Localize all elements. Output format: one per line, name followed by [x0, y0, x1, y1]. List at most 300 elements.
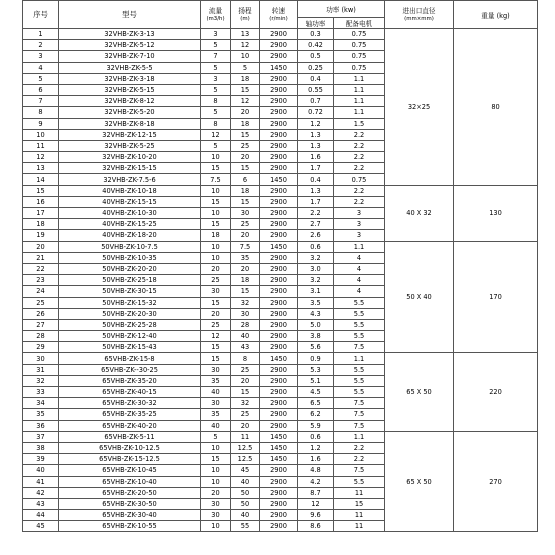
cell-model: 32VHB-ZK-15-15: [59, 163, 201, 174]
cell-no: 33: [23, 387, 59, 398]
cell-model: 65VHB-ZK-30-32: [59, 398, 201, 409]
cell-flow: 25: [201, 275, 231, 286]
cell-shaft-power: 2.7: [298, 219, 334, 230]
cell-shaft-power: 6.2: [298, 409, 334, 420]
table-row: [23, 431, 538, 442]
cell-motor: 1.1: [334, 73, 385, 84]
cell-model: 40VHB-ZK-18-20: [59, 230, 201, 241]
cell-flow: 10: [201, 521, 231, 532]
cell-no: 29: [23, 342, 59, 353]
cell-head: 40: [231, 476, 260, 487]
cell-motor: 2.2: [334, 454, 385, 465]
cell-model: 65VHB-ZK-30-40: [59, 510, 201, 521]
cell-motor: 4: [334, 252, 385, 263]
cell-shaft-power: 8.6: [298, 521, 334, 532]
cell-speed: 2900: [260, 129, 298, 140]
cell-flow: 10: [201, 476, 231, 487]
cell-motor: 2.2: [334, 129, 385, 140]
cell-head: 18: [231, 185, 260, 196]
cell-motor: 0.75: [334, 62, 385, 73]
cell-flow: 10: [201, 152, 231, 163]
cell-flow: 25: [201, 319, 231, 330]
header-head-unit: (m): [240, 15, 250, 22]
cell-head: 25: [231, 409, 260, 420]
cell-no: 15: [23, 185, 59, 196]
cell-model: 50VHB-ZK-20-20: [59, 263, 201, 274]
cell-weight: 80: [454, 29, 538, 186]
cell-no: 19: [23, 230, 59, 241]
cell-port-size: 65 X 50: [385, 353, 454, 431]
cell-motor: 11: [334, 521, 385, 532]
cell-head: 5: [231, 62, 260, 73]
header-power: 功率 (kw): [298, 1, 385, 18]
cell-port-size: 50 X 40: [385, 241, 454, 353]
cell-flow: 30: [201, 364, 231, 375]
cell-model: 65VHB-ZK-40-20: [59, 420, 201, 431]
cell-no: 44: [23, 510, 59, 521]
cell-shaft-power: 4.8: [298, 465, 334, 476]
header-port: [385, 1, 454, 29]
cell-no: 40: [23, 465, 59, 476]
cell-no: 16: [23, 196, 59, 207]
cell-head: 15: [231, 163, 260, 174]
header-head-label: 扬程: [238, 6, 252, 15]
cell-shaft-power: 5.9: [298, 420, 334, 431]
cell-motor: 0.75: [334, 51, 385, 62]
cell-flow: 30: [201, 286, 231, 297]
cell-speed: 2900: [260, 331, 298, 342]
cell-motor: 5.5: [334, 331, 385, 342]
cell-flow: 8: [201, 96, 231, 107]
table-row: [23, 241, 538, 252]
cell-model: 50VHB-ZK-20-30: [59, 308, 201, 319]
cell-model: 50VHB-ZK-10-35: [59, 252, 201, 263]
cell-flow: 3: [201, 73, 231, 84]
cell-port-size: 32×25: [385, 29, 454, 186]
cell-flow: 20: [201, 308, 231, 319]
cell-head: 20: [231, 375, 260, 386]
cell-motor: 7.5: [334, 409, 385, 420]
cell-shaft-power: 0.25: [298, 62, 334, 73]
cell-model: 32VHB-ZK-5-20: [59, 107, 201, 118]
cell-speed: 2900: [260, 342, 298, 353]
cell-no: 28: [23, 331, 59, 342]
header-head: [231, 1, 260, 29]
cell-shaft-power: 0.4: [298, 73, 334, 84]
cell-shaft-power: 1.2: [298, 118, 334, 129]
cell-model: 40VHB-ZK-15-15: [59, 196, 201, 207]
cell-speed: 2900: [260, 297, 298, 308]
header-flow-label: 流量: [208, 6, 223, 15]
cell-head: 12.5: [231, 442, 260, 453]
cell-model: 65VHB-ZK-10-45: [59, 465, 201, 476]
cell-flow: 10: [201, 252, 231, 263]
cell-flow: 30: [201, 398, 231, 409]
cell-model: 32VHB-ZK-5-25: [59, 140, 201, 151]
table-row: [23, 353, 538, 364]
cell-port-size: 40 X 32: [385, 185, 454, 241]
cell-speed: 2900: [260, 308, 298, 319]
header-speed: [260, 1, 298, 29]
cell-model: 32VHB-ZK-5-5: [59, 62, 201, 73]
cell-speed: 2900: [260, 73, 298, 84]
cell-speed: 2900: [260, 208, 298, 219]
cell-shaft-power: 4.3: [298, 308, 334, 319]
cell-flow: 5: [201, 62, 231, 73]
cell-head: 10: [231, 51, 260, 62]
cell-flow: 18: [201, 230, 231, 241]
cell-model: 40VHB-ZK-10-30: [59, 208, 201, 219]
cell-speed: 1450: [260, 442, 298, 453]
header-weight: 重量 (kg): [454, 1, 538, 29]
cell-no: 10: [23, 129, 59, 140]
cell-head: 12: [231, 96, 260, 107]
cell-head: 45: [231, 465, 260, 476]
cell-model: 40VHB-ZK-10-18: [59, 185, 201, 196]
cell-no: 41: [23, 476, 59, 487]
cell-shaft-power: 0.4: [298, 174, 334, 185]
cell-speed: 2900: [260, 140, 298, 151]
cell-shaft-power: 4.2: [298, 476, 334, 487]
table-row: [23, 185, 538, 196]
cell-motor: 4: [334, 286, 385, 297]
cell-model: 65VHB-ZK-30-50: [59, 498, 201, 509]
cell-flow: 5: [201, 84, 231, 95]
cell-no: 31: [23, 364, 59, 375]
cell-model: 32VHB-ZK-3-13: [59, 29, 201, 40]
cell-motor: 4: [334, 275, 385, 286]
cell-head: 30: [231, 208, 260, 219]
cell-shaft-power: 1.6: [298, 454, 334, 465]
header-motor: 配备电机: [334, 18, 385, 29]
cell-head: 50: [231, 498, 260, 509]
cell-model: 65VHB-ZK-10-55: [59, 521, 201, 532]
cell-shaft-power: 1.3: [298, 129, 334, 140]
cell-weight: 170: [454, 241, 538, 353]
cell-speed: 2900: [260, 196, 298, 207]
cell-shaft-power: 0.7: [298, 96, 334, 107]
cell-motor: 7.5: [334, 420, 385, 431]
cell-flow: 30: [201, 510, 231, 521]
cell-no: 26: [23, 308, 59, 319]
cell-speed: 2900: [260, 375, 298, 386]
cell-speed: 2900: [260, 163, 298, 174]
cell-model: 65VHB-ZK-35-25: [59, 409, 201, 420]
cell-motor: 1.1: [334, 241, 385, 252]
cell-speed: 2900: [260, 521, 298, 532]
cell-model: 65VHB-ZK--30-25: [59, 364, 201, 375]
cell-model: 65VHB-ZK-15-12.5: [59, 454, 201, 465]
cell-no: 39: [23, 454, 59, 465]
cell-no: 27: [23, 319, 59, 330]
cell-shaft-power: 1.3: [298, 185, 334, 196]
cell-no: 35: [23, 409, 59, 420]
cell-model: 65VHB-ZK-35-20: [59, 375, 201, 386]
cell-shaft-power: 0.6: [298, 431, 334, 442]
cell-no: 20: [23, 241, 59, 252]
cell-head: 43: [231, 342, 260, 353]
cell-head: 50: [231, 487, 260, 498]
cell-flow: 15: [201, 353, 231, 364]
cell-no: 8: [23, 107, 59, 118]
cell-head: 25: [231, 140, 260, 151]
cell-no: 18: [23, 219, 59, 230]
cell-motor: 0.75: [334, 174, 385, 185]
table-row: [23, 29, 538, 40]
cell-motor: 2.2: [334, 185, 385, 196]
cell-motor: 3: [334, 208, 385, 219]
header-shaft-power: 轴功率: [298, 18, 334, 29]
cell-motor: 11: [334, 487, 385, 498]
cell-speed: 2900: [260, 152, 298, 163]
cell-flow: 10: [201, 185, 231, 196]
cell-shaft-power: 0.3: [298, 29, 334, 40]
cell-motor: 2.2: [334, 196, 385, 207]
cell-motor: 1.1: [334, 84, 385, 95]
cell-head: 20: [231, 263, 260, 274]
cell-speed: 2900: [260, 118, 298, 129]
cell-speed: 1450: [260, 62, 298, 73]
cell-speed: 2900: [260, 409, 298, 420]
cell-flow: 15: [201, 163, 231, 174]
cell-no: 24: [23, 286, 59, 297]
cell-model: 32VHB-ZK-8-12: [59, 96, 201, 107]
cell-shaft-power: 0.55: [298, 84, 334, 95]
cell-shaft-power: 1.3: [298, 140, 334, 151]
cell-model: 32VHB-ZK-7.5-6: [59, 174, 201, 185]
cell-no: 2: [23, 40, 59, 51]
cell-model: 50VHB-ZK-25-18: [59, 275, 201, 286]
header-flow-unit: (m3/h): [206, 15, 225, 22]
cell-motor: 4: [334, 263, 385, 274]
pump-spec-document: [22, 0, 537, 532]
cell-motor: 2.2: [334, 163, 385, 174]
cell-no: 1: [23, 29, 59, 40]
cell-no: 32: [23, 375, 59, 386]
cell-shaft-power: 0.6: [298, 241, 334, 252]
cell-shaft-power: 1.6: [298, 152, 334, 163]
cell-speed: 2900: [260, 219, 298, 230]
header-flow: [201, 1, 231, 29]
cell-flow: 5: [201, 140, 231, 151]
cell-speed: 1450: [260, 431, 298, 442]
cell-speed: 2900: [260, 252, 298, 263]
cell-port-size: 65 X 50: [385, 431, 454, 532]
cell-motor: 1.1: [334, 107, 385, 118]
header-port-unit: (mm×mm): [404, 15, 434, 22]
cell-weight: 130: [454, 185, 538, 241]
pump-spec-table: [22, 0, 538, 532]
cell-shaft-power: 3.2: [298, 252, 334, 263]
cell-no: 17: [23, 208, 59, 219]
cell-head: 25: [231, 219, 260, 230]
cell-head: 18: [231, 73, 260, 84]
cell-no: 14: [23, 174, 59, 185]
cell-motor: 11: [334, 510, 385, 521]
cell-model: 65VHB-ZK-10-12.5: [59, 442, 201, 453]
header-speed-unit: (r/min): [269, 15, 288, 22]
cell-shaft-power: 9.6: [298, 510, 334, 521]
cell-no: 38: [23, 442, 59, 453]
cell-speed: 2900: [260, 96, 298, 107]
cell-speed: 2900: [260, 107, 298, 118]
cell-model: 50VHB-ZK-15-32: [59, 297, 201, 308]
cell-model: 65VHB-ZK-20-50: [59, 487, 201, 498]
cell-model: 32VHB-ZK-10-20: [59, 152, 201, 163]
cell-speed: 2900: [260, 230, 298, 241]
cell-speed: 2900: [260, 84, 298, 95]
cell-flow: 35: [201, 375, 231, 386]
cell-flow: 5: [201, 107, 231, 118]
cell-head: 32: [231, 297, 260, 308]
cell-speed: 2900: [260, 364, 298, 375]
cell-head: 20: [231, 420, 260, 431]
cell-speed: 2900: [260, 275, 298, 286]
cell-shaft-power: 3.5: [298, 297, 334, 308]
cell-flow: 40: [201, 387, 231, 398]
cell-head: 15: [231, 196, 260, 207]
cell-speed: 2900: [260, 498, 298, 509]
cell-model: 32VHB-ZK-7-10: [59, 51, 201, 62]
cell-no: 6: [23, 84, 59, 95]
cell-flow: 20: [201, 487, 231, 498]
cell-speed: 1450: [260, 353, 298, 364]
cell-no: 30: [23, 353, 59, 364]
table-body: [23, 29, 538, 532]
cell-shaft-power: 5.0: [298, 319, 334, 330]
header-model: 型号: [59, 1, 201, 29]
cell-head: 25: [231, 364, 260, 375]
header-no: 序号: [23, 1, 59, 29]
cell-motor: 1.1: [334, 431, 385, 442]
cell-speed: 2900: [260, 487, 298, 498]
cell-flow: 5: [201, 431, 231, 442]
cell-model: 65VHB-ZK-40-15: [59, 387, 201, 398]
cell-flow: 3: [201, 29, 231, 40]
cell-flow: 15: [201, 297, 231, 308]
cell-head: 8: [231, 353, 260, 364]
cell-shaft-power: 2.2: [298, 208, 334, 219]
cell-flow: 35: [201, 409, 231, 420]
cell-speed: 2900: [260, 510, 298, 521]
cell-shaft-power: 12: [298, 498, 334, 509]
cell-head: 15: [231, 129, 260, 140]
cell-speed: 2900: [260, 398, 298, 409]
cell-shaft-power: 5.6: [298, 342, 334, 353]
header-port-label: 进出口直径: [402, 6, 436, 15]
cell-motor: 5.5: [334, 308, 385, 319]
cell-no: 25: [23, 297, 59, 308]
cell-no: 45: [23, 521, 59, 532]
cell-flow: 20: [201, 263, 231, 274]
cell-motor: 3: [334, 219, 385, 230]
cell-no: 42: [23, 487, 59, 498]
cell-flow: 7.5: [201, 174, 231, 185]
cell-no: 12: [23, 152, 59, 163]
cell-motor: 15: [334, 498, 385, 509]
cell-motor: 2.2: [334, 140, 385, 151]
cell-shaft-power: 6.5: [298, 398, 334, 409]
cell-flow: 10: [201, 241, 231, 252]
cell-speed: 2900: [260, 286, 298, 297]
cell-head: 7.5: [231, 241, 260, 252]
cell-shaft-power: 5.1: [298, 375, 334, 386]
cell-no: 21: [23, 252, 59, 263]
cell-head: 18: [231, 275, 260, 286]
cell-head: 15: [231, 84, 260, 95]
cell-speed: 2900: [260, 185, 298, 196]
cell-no: 7: [23, 96, 59, 107]
cell-head: 32: [231, 398, 260, 409]
cell-speed: 2900: [260, 29, 298, 40]
cell-model: 32VHB-ZK-8-18: [59, 118, 201, 129]
header-row: [23, 1, 538, 18]
cell-motor: 5.5: [334, 297, 385, 308]
cell-speed: 2900: [260, 465, 298, 476]
cell-flow: 10: [201, 465, 231, 476]
cell-shaft-power: 0.5: [298, 51, 334, 62]
cell-speed: 1450: [260, 454, 298, 465]
cell-speed: 2900: [260, 40, 298, 51]
cell-head: 12.5: [231, 454, 260, 465]
cell-head: 20: [231, 107, 260, 118]
cell-head: 28: [231, 319, 260, 330]
cell-head: 55: [231, 521, 260, 532]
cell-speed: 2900: [260, 476, 298, 487]
cell-flow: 5: [201, 40, 231, 51]
cell-head: 35: [231, 252, 260, 263]
cell-flow: 15: [201, 219, 231, 230]
cell-head: 12: [231, 40, 260, 51]
cell-shaft-power: 8.7: [298, 487, 334, 498]
cell-weight: 270: [454, 431, 538, 532]
cell-flow: 40: [201, 420, 231, 431]
cell-speed: 2900: [260, 420, 298, 431]
cell-no: 34: [23, 398, 59, 409]
cell-flow: 15: [201, 454, 231, 465]
cell-motor: 5.5: [334, 364, 385, 375]
cell-model: 50VHB-ZK-30-15: [59, 286, 201, 297]
cell-flow: 30: [201, 498, 231, 509]
cell-shaft-power: 3.0: [298, 263, 334, 274]
cell-no: 22: [23, 263, 59, 274]
cell-no: 36: [23, 420, 59, 431]
cell-no: 9: [23, 118, 59, 129]
cell-no: 37: [23, 431, 59, 442]
cell-no: 4: [23, 62, 59, 73]
cell-speed: 2900: [260, 387, 298, 398]
cell-speed: 1450: [260, 241, 298, 252]
cell-model: 65VHB-ZK-10-40: [59, 476, 201, 487]
cell-no: 43: [23, 498, 59, 509]
cell-flow: 8: [201, 118, 231, 129]
cell-motor: 0.75: [334, 40, 385, 51]
cell-shaft-power: 1.7: [298, 163, 334, 174]
cell-head: 40: [231, 510, 260, 521]
cell-motor: 0.75: [334, 29, 385, 40]
cell-flow: 12: [201, 331, 231, 342]
cell-motor: 3: [334, 230, 385, 241]
cell-flow: 15: [201, 196, 231, 207]
cell-head: 13: [231, 29, 260, 40]
cell-shaft-power: 0.72: [298, 107, 334, 118]
cell-shaft-power: 1.7: [298, 196, 334, 207]
cell-no: 23: [23, 275, 59, 286]
cell-model: 50VHB-ZK-10-7.5: [59, 241, 201, 252]
cell-head: 6: [231, 174, 260, 185]
cell-head: 20: [231, 152, 260, 163]
cell-model: 50VHB-ZK-15-43: [59, 342, 201, 353]
